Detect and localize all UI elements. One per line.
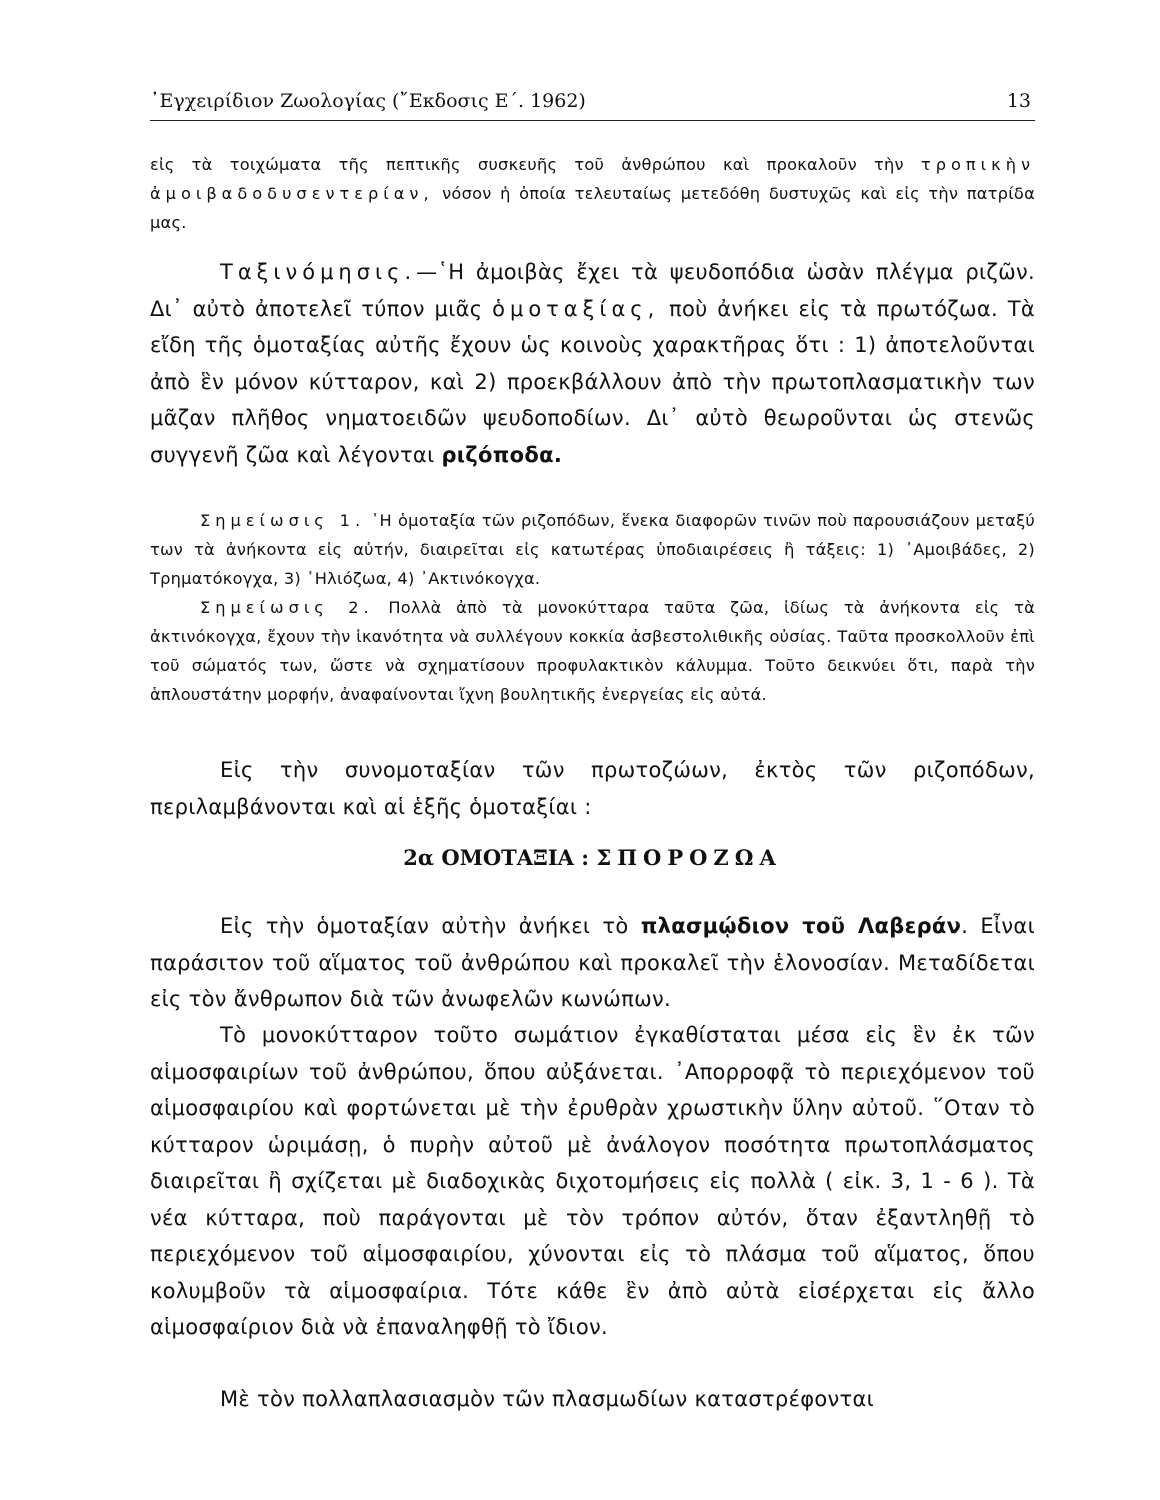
section-heading <box>150 845 1035 870</box>
taxonomy-paragraph: Ταξινόμησις.—῾Η ἀμοιβὰς ἔχει τὰ ψευδοπόδια ὡσὰν πλέγμα ριζῶν. Δι᾿ αὐτὸ ἀποτελεῖ τύπον μιᾶς ὁμοταξίας, ποὺ ἀνήκει εἰς τὰ πρωτόζωα. Τὰ εἴδη τῆς ὁμοταξίας αὐτῆς ἔχουν ὡς κοινοὺς χαρακτῆρας ὅτι : 1) ἀποτελοῦνται ἀπὸ ἓν μόνον κύτταρον, καὶ 2) προεκβάλλουν ἀπὸ τὴν πρωτοπλασματικὴν των μᾶζαν πλῆθος νηματοειδῶν ψευδοποδίων. Δι᾿ αὐτὸ θεωροῦνται ὡς στενῶς συγγενῆ ζῶα καὶ λέγονται ριζόποδα. <box>150 260 1035 467</box>
header-title: ᾿Εγχειρίδιον Ζωολογίας (῎Εκδοσις Ε΄. 1962) <box>150 90 586 112</box>
section-name: ΣΠΟΡΟΖΩΑ <box>596 845 782 870</box>
taxonomy-label: Ταξινόμησις. <box>220 260 417 284</box>
phylum-paragraph: Εἰς τὴν συνομοταξίαν τῶν πρωτοζώων, ἐκτὸς τῶν ριζοπόδων, περιλαμβάνονται καὶ αἱ ἑξῆς ὁμοταξίαι : <box>150 758 1035 819</box>
note-1: Σημείωσις 1. ῾Η ὁμοταξία τῶν ριζοπόδων, ἕνεκα διαφορῶν τινῶν ποὺ παρουσιάζουν μεταξύ των τὰ ἀνήκοντα εἰς αὐτήν, διαιρεῖται εἰς κατωτέρας ὑποδιαιρέσεις ἢ τάξεις: 1) ᾿Αμοιβάδες, 2) Τρηματόκογχα, 3) ῾Ηλιόζωα, 4) ᾿Ακτινόκογχα. <box>150 511 1035 588</box>
intro-paragraph: εἰς τὰ τοιχώματα τῆς πεπτικῆς συσκευῆς τοῦ ἀνθρώπου καὶ προκαλοῦν τὴν τροπικὴν ἀμοιβαδοδυσεντερίαν, νόσον ἡ ὁποία τελευταίως μετεδόθη δυστυχῶς καὶ εἰς τὴν πατρίδα μας. <box>150 155 1035 232</box>
note-2: Σημείωσις 2. Πολλὰ ἀπὸ τὰ μονοκύτταρα ταῦτα ζῶα, ἰδίως τὰ ἀνήκοντα εἰς τὰ ἀκτινόκογχα, ἔχουν τὴν ἱκανότητα νὰ συλλέγουν κοκκία ἀσβεστολιθικῆς οὐσίας. Ταῦτα προσκολλοῦν ἐπὶ τοῦ σώματός των, ὥστε νὰ σχηματίσουν προφυλακτικὸν κάλυμμα. Τοῦτο δεικνύει ὅτι, παρὰ τὴν ἁπλουστάτην μορφήν, ἀναφαίνονται ἴχνη βουλητικῆς ἐνεργείας εἰς αὐτά. <box>150 598 1035 704</box>
plasmodium-paragraph-1: Εἰς τὴν ὁμοταξίαν αὐτὴν ἀνήκει τὸ πλασμῴδιον τοῦ Λαβεράν. Εἶναι παράσιτον τοῦ αἵματος τοῦ ἀνθρώπου καὶ προκαλεῖ τὴν ἑλονοσίαν. Μεταδίδεται εἰς τὸν ἄνθρωπον διὰ τῶν ἀνωφελῶν κωνώπων. <box>150 914 1035 1011</box>
bold-term: ριζόποδα <box>441 442 554 467</box>
section-prefix: 2α ΟΜΟΤΑΞΙΑ : <box>403 845 590 870</box>
running-header <box>150 88 1035 121</box>
page-number: 13 <box>1006 90 1031 112</box>
bold-term: πλασμῴδιον τοῦ Λαβεράν <box>640 914 962 938</box>
note-label: Σημείωσις 1. <box>200 511 366 530</box>
plasmodium-paragraph-3: Μὲ τὸν πολλαπλασιασμὸν τῶν πλασμωδίων καταστρέφονται <box>220 1387 875 1411</box>
spaced-term: ὁμοταξίας, <box>492 296 660 321</box>
spaced-term: τροπικὴν ἀμοιβαδοδυσεντερίαν, <box>150 155 1035 203</box>
plasmodium-paragraph-2: Τὸ μονοκύτταρον τοῦτο σωμάτιον ἐγκαθίσταται μέσα εἰς ἓν ἐκ τῶν αἱμοσφαιρίων τοῦ ἀνθρώπου, ὅπου αὐξάνεται. ᾿Απορροφᾷ τὸ περιεχόμενον τοῦ αἱμοσφαιρίου καὶ φορτώνεται μὲ τὴν ἐρυθρὰν χρωστικὴν ὕλην αὐτοῦ. ῞Οταν τὸ κύτταρον ὡριμάσῃ, ὁ πυρὴν αὐτοῦ μὲ ἀνάλογον ποσότητα πρωτοπλάσματος διαιρεῖται ἢ σχίζεται μὲ διαδοχικὰς διχοτομήσεις εἰς πολλὰ ( εἰκ. 3, 1 - 6 ). Τὰ νέα κύτταρα, ποὺ παράγονται μὲ τὸν τρόπον αὐτόν, ὅταν ἐξαντληθῇ τὸ περιεχόμενον τοῦ αἱμοσφαιρίου, χύνονται εἰς τὸ πλάσμα τοῦ αἵματος, ὅπου κολυμβοῦν τὰ αἱμοσφαίρια. Τότε κάθε ἓν ἀπὸ αὐτὰ εἰσέρχεται εἰς ἄλλο αἱμοσφαίριον διὰ νὰ ἐπαναληφθῇ τὸ ἴδιον. <box>150 1023 1035 1339</box>
note-label: Σημείωσις 2. <box>200 598 374 617</box>
